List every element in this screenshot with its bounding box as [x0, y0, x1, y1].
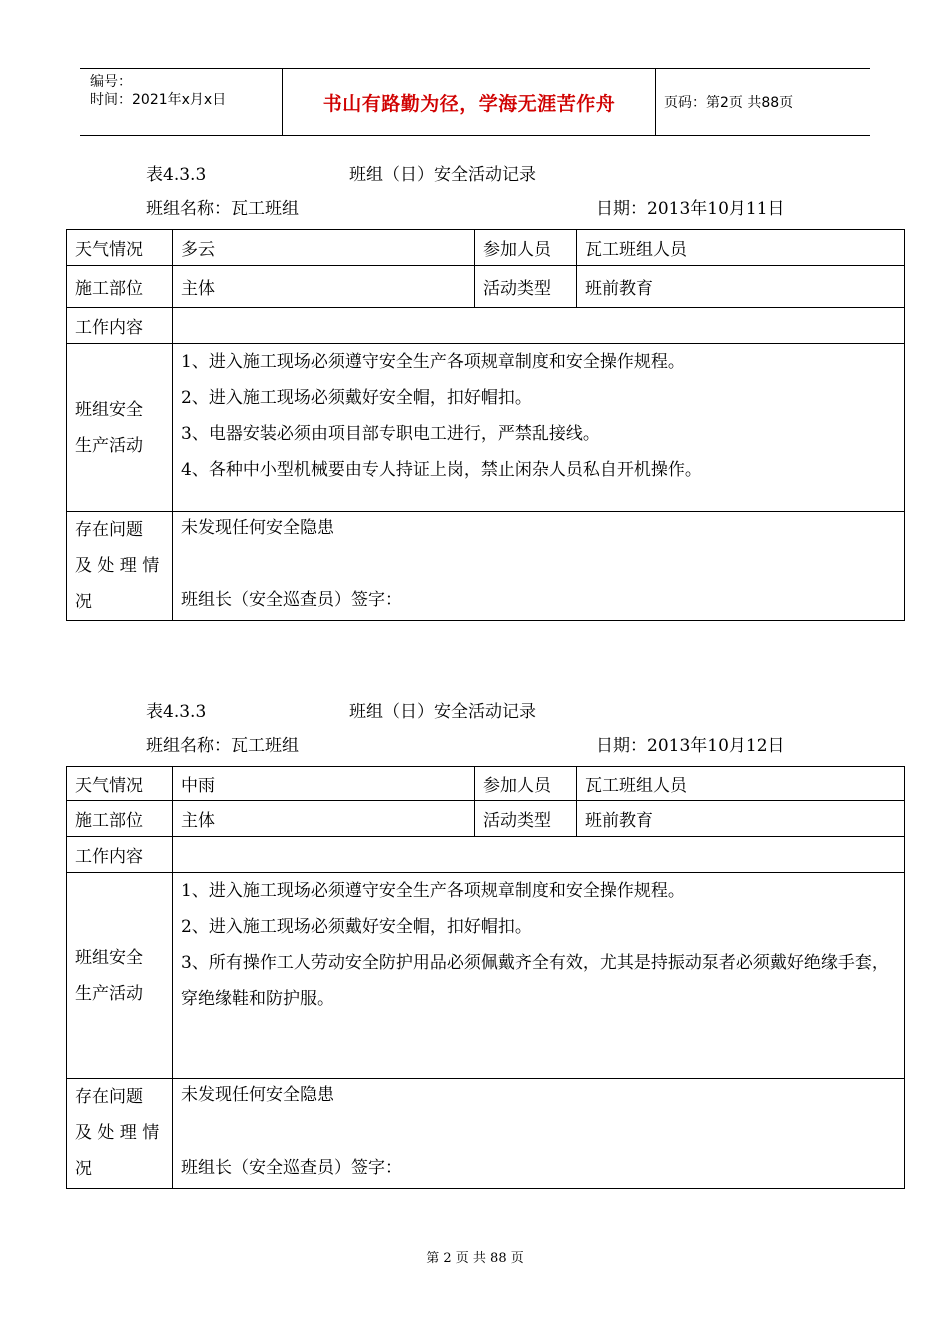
participants-label: 参加人员: [475, 230, 577, 266]
safety-item: 2、进入施工现场必须戴好安全帽，扣好帽扣。: [181, 917, 532, 937]
table-name: 班组（日）安全活动记录: [349, 702, 536, 722]
table-row: [67, 873, 905, 1079]
table-row: [67, 1079, 905, 1189]
page-header: [80, 68, 870, 136]
work-value: [173, 308, 905, 344]
table-row: [67, 230, 905, 266]
record-date: 日期：2013年10月12日: [596, 736, 785, 756]
safety-label-line: 班组安全: [75, 947, 143, 968]
record-date: 日期：2013年10月11日: [596, 199, 785, 219]
safety-label-line: 生产活动: [75, 983, 143, 1004]
safety-label: [67, 873, 173, 1079]
site-value: 主体: [173, 801, 475, 837]
weather-value: 中雨: [173, 767, 475, 801]
safety-item: 2、进入施工现场必须戴好安全帽，扣好帽扣。: [181, 388, 532, 408]
safety-label-line: 班组安全: [75, 399, 143, 420]
work-value: [173, 837, 905, 873]
site-value: 主体: [173, 266, 475, 308]
table-row: [67, 801, 905, 837]
activity-type-label: 活动类型: [475, 266, 577, 308]
page-info: 页码：第2页 共88页: [664, 95, 794, 111]
issues-cell: [173, 512, 905, 621]
activity-type-label: 活动类型: [475, 801, 577, 837]
team-name: 班组名称：瓦工班组: [146, 199, 299, 219]
page-footer: 第 2 页 共 88 页: [426, 1251, 524, 1266]
table-row: [67, 512, 905, 621]
issues-cell: [173, 1079, 905, 1189]
safety-label-line: 生产活动: [75, 435, 143, 456]
table-name: 班组（日）安全活动记录: [349, 165, 536, 185]
record-meta: [66, 194, 904, 218]
site-label: 施工部位: [67, 801, 173, 837]
record-meta: [66, 731, 904, 755]
site-label: 施工部位: [67, 266, 173, 308]
safety-label: [67, 344, 173, 512]
record-title: [66, 160, 904, 184]
issues-label-line: 存在问题: [75, 1087, 143, 1107]
issues-value: 未发现任何安全隐患: [181, 1085, 334, 1105]
header-meta: [80, 69, 282, 135]
issues-label-line: 及 处 理 情: [75, 556, 160, 576]
activity-type-value: 班前教育: [577, 801, 905, 837]
table-code: 表4.3.3: [146, 165, 207, 185]
table-row: [67, 266, 905, 308]
record-2: [66, 697, 904, 1191]
record-1: [66, 160, 904, 624]
issues-label: [67, 1079, 173, 1189]
safety-item: 3、电器安装必须由项目部专职电工进行，严禁乱接线。: [181, 424, 600, 444]
issues-label-line: 及 处 理 情: [75, 1123, 160, 1143]
time-label: 时间：2021年x月x日: [90, 92, 227, 108]
participants-value: 瓦工班组人员: [577, 230, 905, 266]
issues-label: [67, 512, 173, 621]
record-title: [66, 697, 904, 721]
signature-label: 班组长（安全巡查员）签字：: [181, 590, 402, 610]
safety-item: 3、所有操作工人劳动安全防护用品必须佩戴齐全有效，尤其是持振动泵者必须戴好绝缘手套，穿绝缘鞋和防护服。: [181, 953, 889, 1009]
table-row: [67, 837, 905, 873]
team-name: 班组名称：瓦工班组: [146, 736, 299, 756]
safety-activities: [173, 873, 905, 1079]
work-label: 工作内容: [67, 837, 173, 873]
participants-label: 参加人员: [475, 767, 577, 801]
weather-label: 天气情况: [67, 230, 173, 266]
number-label: 编号：: [90, 74, 132, 90]
motto: 书山有路勤为径，学海无涯苦作舟: [282, 69, 656, 135]
issues-value: 未发现任何安全隐患: [181, 518, 334, 538]
safety-activities: [173, 344, 905, 512]
issues-label-line: 存在问题: [75, 520, 143, 540]
table-row: [67, 344, 905, 512]
activity-type-value: 班前教育: [577, 266, 905, 308]
issues-label-line: 况: [75, 592, 92, 612]
safety-item: 4、各种中小型机械要由专人持证上岗，禁止闲杂人员私自开机操作。: [181, 460, 702, 480]
table-row: [67, 767, 905, 801]
work-label: 工作内容: [67, 308, 173, 344]
table-row: [67, 308, 905, 344]
issues-label-line: 况: [75, 1159, 92, 1179]
signature-label: 班组长（安全巡查员）签字：: [181, 1158, 402, 1178]
table-code: 表4.3.3: [146, 702, 207, 722]
participants-value: 瓦工班组人员: [577, 767, 905, 801]
safety-item: 1、进入施工现场必须遵守安全生产各项规章制度和安全操作规程。: [181, 352, 685, 372]
record-table: [66, 229, 905, 621]
record-table: [66, 766, 905, 1189]
weather-label: 天气情况: [67, 767, 173, 801]
weather-value: 多云: [173, 230, 475, 266]
safety-item: 1、进入施工现场必须遵守安全生产各项规章制度和安全操作规程。: [181, 881, 685, 901]
